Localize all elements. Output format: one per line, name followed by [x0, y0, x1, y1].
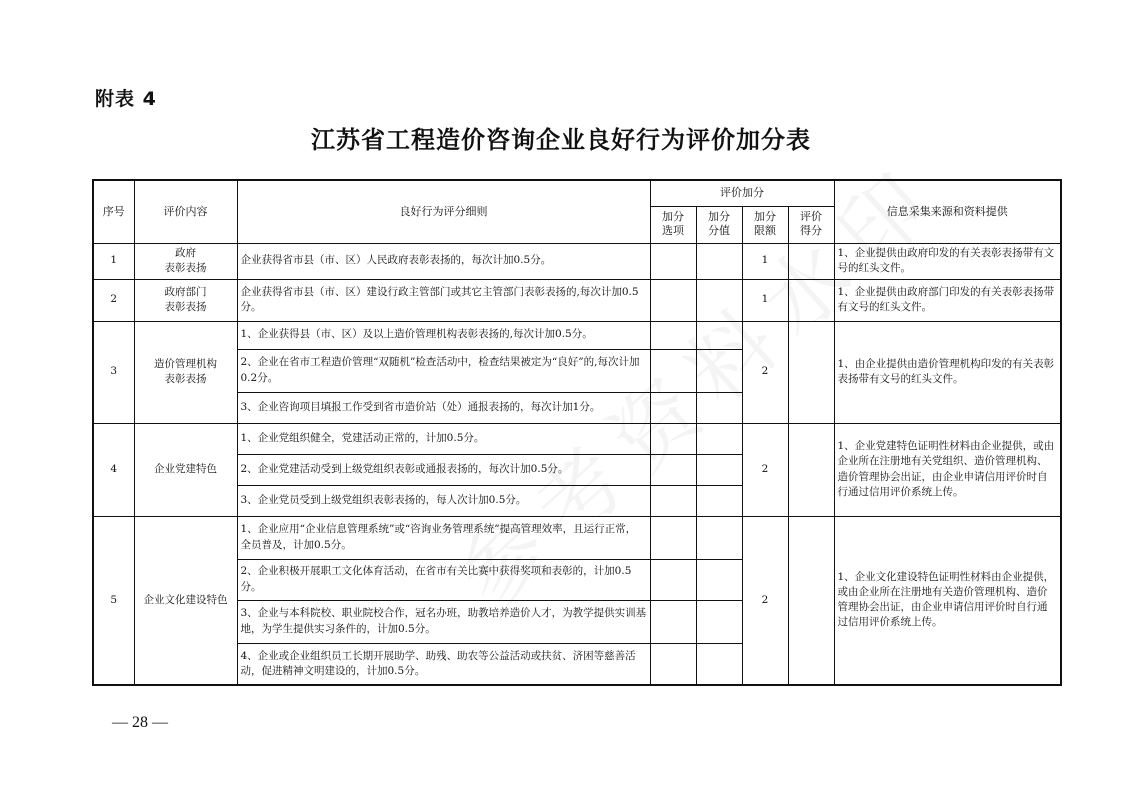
limit-cell: 2 [742, 321, 788, 423]
value-cell [696, 516, 742, 559]
source-cell: 1、由企业提供由造价管理机构印发的有关表彰表扬带有文号的红头文件。 [834, 321, 1061, 423]
option-cell [650, 392, 696, 423]
source-cell: 1、企业文化建设特色证明性材料由企业提供，或由企业所在注册地有关造价管理机构、造价管理协会出证，由企业申请信用评价时自行通过信用评价系统上传。 [834, 516, 1061, 685]
header-value: 加分分值 [696, 206, 742, 243]
score-cell [788, 423, 834, 516]
value-cell [696, 485, 742, 516]
row-detail: 3、企业党员受到上级党组织表彰表扬的，每人次计加0.5分。 [237, 485, 650, 516]
option-cell [650, 516, 696, 559]
row-detail: 1、企业获得县（市、区）及以上造价管理机构表彰表扬的,每次计加0.5分。 [237, 321, 650, 349]
row-content: 企业党建特色 [134, 423, 237, 516]
option-cell [650, 643, 696, 685]
row-content: 政府 表彰表扬 [134, 243, 237, 279]
header-limit: 加分限额 [742, 206, 788, 243]
page-number: — 28 — [112, 714, 168, 731]
value-cell [696, 454, 742, 485]
row-detail: 1、企业党组织健全，党建活动正常的，计加0.5分。 [237, 423, 650, 454]
table-header [93, 180, 1061, 243]
row-seq: 3 [93, 321, 134, 423]
option-cell [650, 600, 696, 643]
limit-cell: 2 [742, 516, 788, 685]
score-cell [788, 516, 834, 685]
table-row [93, 279, 1061, 321]
row-detail: 2、企业在省市工程造价管理“双随机”检查活动中，检查结果被定为“良好”的,每次计加0.2分。 [237, 349, 650, 392]
value-cell [696, 559, 742, 600]
value-cell [696, 643, 742, 685]
header-score: 评价得分 [788, 206, 834, 243]
table-row [93, 423, 1061, 454]
document-title: 江苏省工程造价咨询企业良好行为评价加分表 [311, 125, 811, 154]
row-detail: 3、企业咨询项目填报工作受到省市造价站（处）通报表扬的，每次计加1分。 [237, 392, 650, 423]
appendix-label: 附表 4 [95, 88, 157, 110]
scoring-table [92, 179, 1062, 686]
header-score-group: 评价加分 [650, 180, 834, 206]
row-seq: 4 [93, 423, 134, 516]
source-cell: 1、企业提供由政府部门印发的有关表彰表扬带有文号的红头文件。 [834, 279, 1061, 321]
score-cell [788, 243, 834, 279]
header-source: 信息采集来源和资料提供 [834, 180, 1061, 243]
source-cell: 1、企业提供由政府印发的有关表彰表扬带有文号的红头文件。 [834, 243, 1061, 279]
limit-cell: 2 [742, 423, 788, 516]
option-cell [650, 243, 696, 279]
row-content: 企业文化建设特色 [134, 516, 237, 685]
table-row [93, 516, 1061, 559]
header-details: 良好行为评分细则 [237, 180, 650, 243]
option-cell [650, 454, 696, 485]
header-content: 评价内容 [134, 180, 237, 243]
row-content: 造价管理机构 表彰表扬 [134, 321, 237, 423]
row-detail: 1、企业应用“企业信息管理系统”或“咨询业务管理系统”提高管理效率，且运行正常，全员普及，计加0.5分。 [237, 516, 650, 559]
row-content: 政府部门 表彰表扬 [134, 279, 237, 321]
limit-cell: 1 [742, 243, 788, 279]
row-seq: 5 [93, 516, 134, 685]
value-cell [696, 600, 742, 643]
source-cell: 1、企业党建特色证明性材料由企业提供，或由企业所在注册地有关党组织、造价管理机构、造价管理协会出证，由企业申请信用评价时自行通过信用评价系统上传。 [834, 423, 1061, 516]
value-cell [696, 349, 742, 392]
row-detail: 4、企业或企业组织员工长期开展助学、助残、助农等公益活动或扶贫、济困等慈善活动，促进精神文明建设的，计加0.5分。 [237, 643, 650, 685]
value-cell [696, 392, 742, 423]
score-cell [788, 279, 834, 321]
row-detail: 企业获得省市县（市、区）人民政府表彰表扬的，每次计加0.5分。 [237, 243, 650, 279]
row-detail: 3、企业与本科院校、职业院校合作，冠名办班，助教培养造价人才，为教学提供实训基地，为学生提供实习条件的，计加0.5分。 [237, 600, 650, 643]
value-cell [696, 321, 742, 349]
table-row [93, 243, 1061, 279]
score-cell [788, 321, 834, 423]
option-cell [650, 321, 696, 349]
row-detail: 2、企业积极开展职工文化体育活动，在省市有关比赛中获得奖项和表彰的，计加0.5分。 [237, 559, 650, 600]
value-cell [696, 279, 742, 321]
option-cell [650, 279, 696, 321]
limit-cell: 1 [742, 279, 788, 321]
header-seq: 序号 [93, 180, 134, 243]
option-cell [650, 423, 696, 454]
option-cell [650, 485, 696, 516]
value-cell [696, 243, 742, 279]
option-cell [650, 559, 696, 600]
value-cell [696, 423, 742, 454]
table-row [93, 321, 1061, 349]
row-detail: 企业获得省市县（市、区）建设行政主管部门或其它主管部门表彰表扬的,每次计加0.5分。 [237, 279, 650, 321]
row-seq: 1 [93, 243, 134, 279]
option-cell [650, 349, 696, 392]
header-option: 加分选项 [650, 206, 696, 243]
row-detail: 2、企业党建活动受到上级党组织表彰或通报表扬的，每次计加0.5分。 [237, 454, 650, 485]
row-seq: 2 [93, 279, 134, 321]
